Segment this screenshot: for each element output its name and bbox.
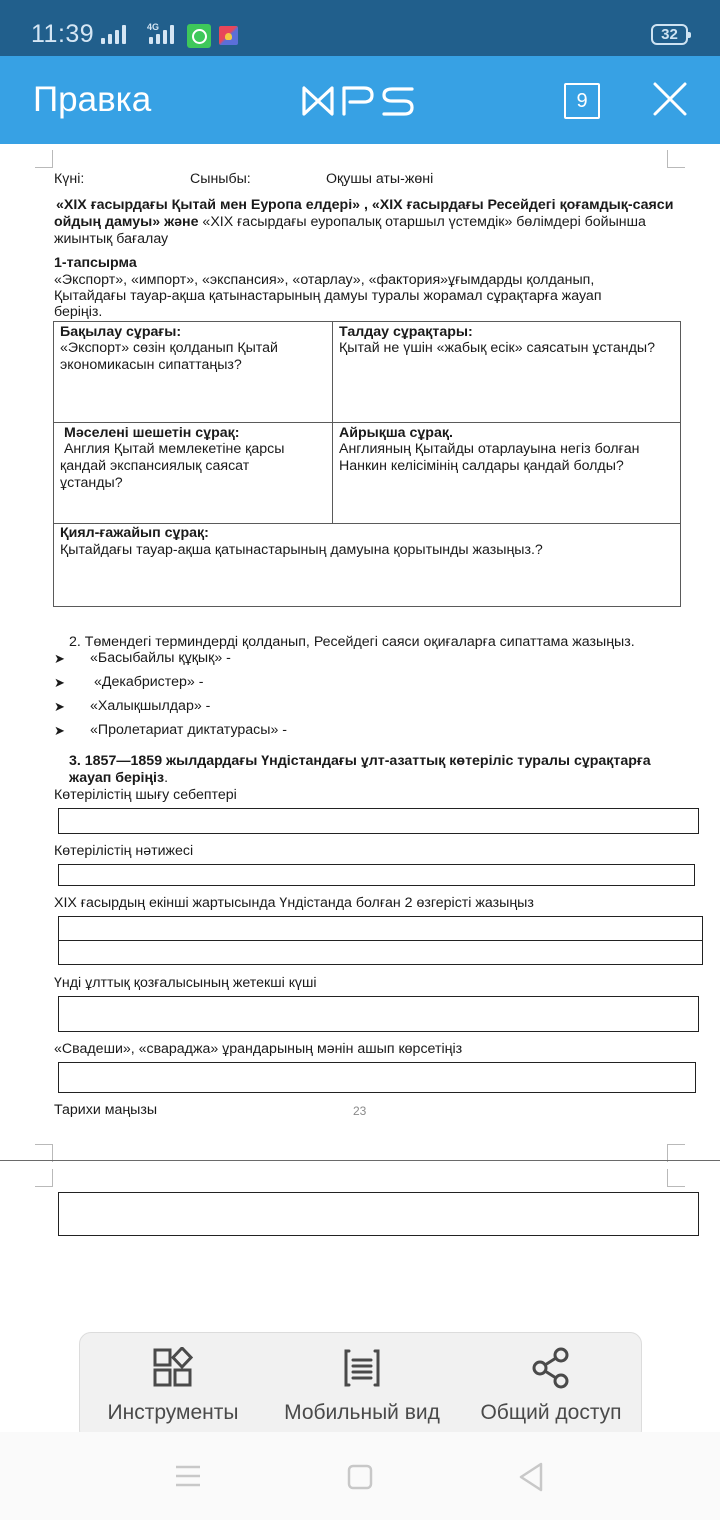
cell-text: қандай экспансиялық саясат	[60, 458, 250, 474]
crop-mark	[667, 1169, 685, 1187]
edit-button[interactable]: Правка	[33, 80, 152, 119]
mobile-view-label: Мобильный вид	[284, 1401, 440, 1424]
cell-title-analysis: Талдау сұрақтары:	[339, 324, 473, 340]
cell-text: «Экспорт» сөзін қолданып Қытай	[60, 340, 278, 356]
whatsapp-icon	[187, 24, 211, 48]
question-label: Көтерілістің шығу себептері	[54, 787, 237, 803]
crop-mark	[35, 1169, 53, 1187]
task2-heading: 2. Төмендегі терминдерді қолданып, Ресейдегі саяси оқиғаларға сипаттама жазыңыз.	[69, 634, 635, 650]
app-notification-icon	[219, 26, 238, 45]
wps-logo-icon	[300, 83, 420, 119]
arrow-bullet-icon: ➤	[54, 651, 65, 666]
signal-4g-icon	[149, 24, 174, 44]
term-item: «Декабристер» -	[90, 674, 204, 690]
crop-mark	[35, 150, 53, 168]
tools-icon	[153, 1347, 193, 1387]
task3-heading-line2: жауап беріңіз.	[69, 770, 169, 786]
answer-box-change-2[interactable]	[58, 940, 703, 965]
cell-title-control: Бақылау сұрағы:	[60, 324, 182, 340]
question-label: Тарихи маңызы	[54, 1102, 158, 1118]
share-label: Общий доступ	[480, 1401, 622, 1424]
battery-indicator: 32	[651, 24, 688, 45]
doc-title-line2	[54, 214, 646, 231]
questions-table	[53, 321, 681, 607]
table-divider	[54, 422, 680, 423]
task1-heading: 1-тапсырма	[54, 255, 137, 271]
close-icon[interactable]	[651, 80, 689, 118]
doc-title-line3: жиынтық бағалау	[54, 231, 169, 247]
arrow-bullet-icon: ➤	[54, 699, 65, 714]
cell-text: ұстанды?	[60, 475, 123, 491]
status-time: 11:39	[31, 20, 95, 48]
question-label: Көтерілістің нәтижесі	[54, 843, 194, 859]
cell-title-special: Айрықша сұрақ.	[339, 425, 453, 441]
page-number: 23	[353, 1104, 367, 1118]
term-item: «Пролетариат диктатурасы» -	[90, 722, 288, 738]
cell-title-fantasy: Қиял-ғажайып сұрақ:	[60, 525, 209, 541]
tools-label: Инструменты	[107, 1401, 239, 1424]
signal-icon	[101, 24, 126, 44]
question-label: Үнді ұлттық қозғалысының жетекші күші	[54, 975, 317, 991]
answer-box-change-1[interactable]	[58, 916, 703, 941]
document-view[interactable]	[0, 144, 720, 1434]
task1-instructions-line2: Қытайдағы тауар-ақша қатынастарының дамуы туралы жорамал сұрақтарға жауап	[54, 288, 602, 304]
table-divider	[54, 523, 680, 524]
app-bar	[0, 56, 720, 144]
bottom-toolbar	[79, 1332, 642, 1442]
mobile-view-button[interactable]	[269, 1333, 455, 1433]
answer-box-leading-force[interactable]	[58, 996, 699, 1032]
home-icon[interactable]	[347, 1464, 373, 1490]
task3-heading-bold: жауап беріңіз	[69, 770, 165, 786]
task1-instructions-line1: «Экспорт», «импорт», «экспансия», «отарлау», «фактория»ұғымдарды қолданып,	[54, 272, 595, 288]
arrow-bullet-icon: ➤	[54, 723, 65, 738]
cell-text: Қытай не үшін «жабық есік» саясатын ұстанды?	[339, 340, 655, 356]
question-label: XIX ғасырдың екінші жартысында Үндістанда болған 2 өзгерісті жазыңыз	[54, 895, 534, 911]
navigation-bar	[0, 1432, 720, 1520]
task1-instructions-line3: беріңіз.	[54, 304, 103, 320]
question-label: «Свадеши», «свараджа» ұрандарының мәнін ашып көрсетіңіз	[54, 1041, 463, 1057]
answer-box-significance[interactable]	[58, 1192, 699, 1236]
title-bold-part: ойдың дамуы» және	[54, 214, 199, 230]
title-normal-part: «XIX ғасырдағы еуропалық отаршыл үстемдік» бөлімдері бойынша	[198, 214, 646, 230]
term-item: «Халықшылдар» -	[90, 698, 211, 714]
share-icon	[531, 1347, 571, 1389]
cell-title-problem: Мәселені шешетін сұрақ:	[64, 425, 240, 441]
task3-heading-line1: 3. 1857—1859 жылдардағы Үндістандағы ұлт-азаттық көтеріліс туралы сұрақтарға	[69, 753, 651, 769]
answer-box-result[interactable]	[58, 864, 695, 886]
date-label: Күні:	[54, 171, 85, 187]
term-item: «Басыбайлы құқық» -	[90, 650, 231, 666]
arrow-bullet-icon: ➤	[54, 675, 65, 690]
class-label: Сыныбы:	[190, 171, 251, 187]
mobile-view-icon	[341, 1347, 383, 1389]
student-name-label: Оқушы аты-жөні	[326, 171, 434, 187]
cell-text: Қытайдағы тауар-ақша қатынастарының дамуына қорытынды жазыңыз.?	[60, 542, 543, 558]
cell-text: Англияның Қытайды отарлауына негіз болған	[339, 441, 640, 457]
cell-text: экономикасын сипаттаңыз?	[60, 357, 242, 373]
cell-text: Нанкин келісімінің салдары қандай болды?	[339, 458, 624, 474]
page-separator	[0, 1160, 720, 1161]
cell-text: Англия Қытай мемлекетіне қарсы	[60, 441, 285, 457]
status-bar	[0, 0, 720, 56]
network-type: 4G	[147, 22, 160, 32]
share-button[interactable]	[458, 1333, 644, 1433]
answer-box-slogans[interactable]	[58, 1062, 696, 1093]
menu-icon[interactable]	[175, 1464, 201, 1488]
back-icon[interactable]	[518, 1462, 544, 1492]
tools-button[interactable]	[80, 1333, 266, 1433]
crop-mark	[667, 150, 685, 168]
doc-title-line1: «XIX ғасырдағы Қытай мен Еуропа елдері» , «XIX ғасырдағы Ресейдегі қоғамдық-саяси	[56, 197, 674, 213]
page-count-button[interactable]: 9	[564, 83, 600, 119]
answer-box-causes[interactable]	[58, 808, 699, 834]
